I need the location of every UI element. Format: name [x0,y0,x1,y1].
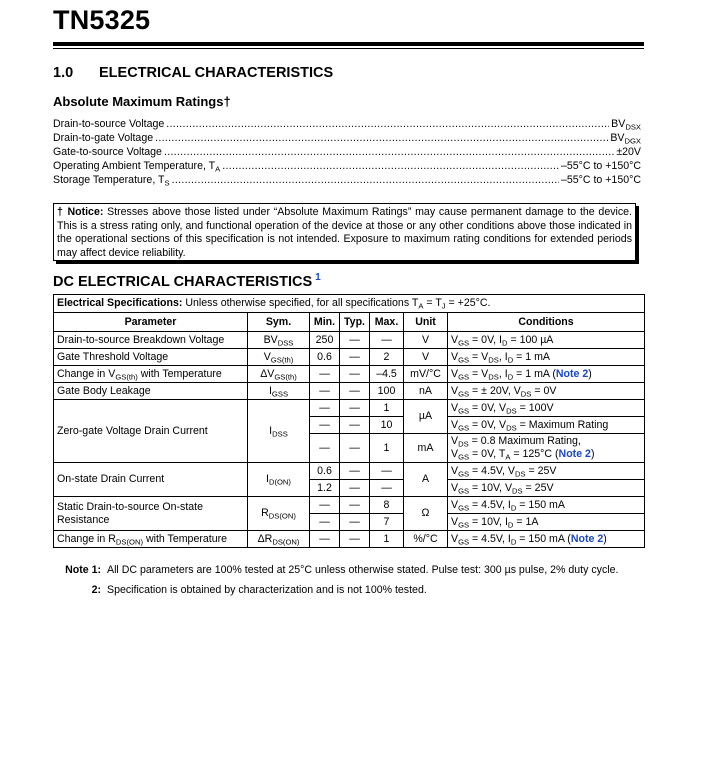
leader-dots [166,117,609,131]
abs-max-label: Drain-to-gate Voltage [53,132,154,144]
leader-dots [222,159,559,173]
table-row: Zero-gate Voltage Drain Current $I_{DSS}$ — — 1 µA $V_{GS} = 0V$, $V_{DS} = 100V$ [54,400,645,417]
abs-max-label: Gate-to-source Voltage [53,146,162,158]
col-header: Typ. [340,313,370,332]
abs-max-row [53,173,641,187]
table-row: Change in $R_{DS(ON)}$ with Temperature $\Delta R_{DS(ON)}$ — — 1 %/°C $V_{GS} = 4.5V$, $I_D = 150$ mA (Note 2) [54,531,645,548]
section-number: 1.0 [53,65,74,81]
abs-max-row [53,145,641,159]
leader-dots [172,173,559,187]
spec-conditions-row: Electrical Specifications: Unless otherwise specified, for all specifications $T_A = T_J = +25^\circ C$. [54,295,645,313]
note-2-link[interactable]: Note 2 [570,532,604,545]
abs-max-row [53,159,641,173]
abs-max-value: –55°C to +150°C [560,160,641,172]
leader-dots [164,145,614,159]
col-header: Max. [370,313,404,332]
note-label: 2: [91,584,101,596]
abs-max-value: $BV_{DSX}$ [611,118,641,132]
col-header: Conditions [448,313,645,332]
table-notes [53,563,644,597]
abs-max-label: Drain-to-source Voltage [53,118,165,130]
abs-max-label: Storage Temperature, $T_S$ [53,174,170,188]
abs-max-label: Operating Ambient Temperature, $T_A$ [53,160,221,174]
table-row: — — 10 $V_{GS} = 0V$, $V_{DS}$ = Maximum Rating [54,417,645,434]
title-rule-thin [53,48,644,49]
dc-heading-footnote: 1 [315,272,321,284]
table-row: Gate Threshold Voltage $V_{GS(th)}$ 0.6 — 2 V $V_{GS} = V_{DS}$, $I_D = 1$ mA [54,349,645,366]
notice-text: Stresses above those listed under “Absolute Maximum Ratings” may cause permanent damage to the device. This is a stress rating only, and functional operation of the device at those or any other conditions above those indicated in the operational sections of this specification is not intended. Exposure to maximum rating conditions for extended periods may affect device reliability. [57,206,632,260]
abs-max-row [53,117,641,131]
col-header: Parameter [54,313,248,332]
note-item [53,563,644,577]
document-title: TN5325 [53,5,151,35]
table-row: — — 1 mA $V_{DS} = 0.8$ Maximum Rating, $V_{GS} = 0V$, $T_A = 125^\circ C$ (Note 2) [54,434,645,463]
abs-max-row [53,131,641,145]
title-rule-thick [53,42,644,46]
note-text: All DC parameters are 100% tested at 25°C unless otherwise stated. Pulse test: 300 µs pulse, 2% duty cycle. [107,564,619,576]
col-header: Sym. [248,313,310,332]
table-row: 1.2 — — $V_{GS} = 10V$, $V_{DS} = 25V$ [54,480,645,497]
table-row: Gate Body Leakage $I_{GSS}$ — — 100 nA $V_{GS}$ = ± 20V, $V_{DS} = 0V$ [54,383,645,400]
col-header: Min. [310,313,340,332]
stress-notice-box [53,203,636,261]
abs-max-value: –55°C to +150°C [560,174,641,186]
table-row: Change in $V_{GS(th)}$ with Temperature $\Delta V_{GS(th)}$ — — –4.5 mV/°C $V_{GS} = V_{DS}$, $I_D = 1$ mA (Note 2) [54,366,645,383]
abs-max-value: ±20V [616,146,641,158]
table-header-row [54,313,645,332]
table-row: Static Drain-to-source On-state Resistance $R_{DS(ON)}$ — — 8 Ω $V_{GS} = 4.5V$, $I_D = 150$ mA [54,497,645,514]
table-row: On-state Drain Current $I_{D(ON)}$ 0.6 — — A $V_{GS} = 4.5V$, $V_{DS} = 25V$ [54,463,645,480]
note-2-link[interactable]: Note 2 [558,448,591,460]
table-row: Drain-to-source Breakdown Voltage $BV_{DSS}$ 250 — — V $V_{GS} = 0V$, $I_D = 100$ µA [54,332,645,349]
dc-heading: DC ELECTRICAL CHARACTERISTICS $^1$ [53,272,321,290]
note-2-link[interactable]: Note 2 [555,367,589,380]
section-heading [53,65,333,81]
abs-max-list [53,117,641,187]
note-label: Note 1: [65,564,101,576]
note-item [53,583,644,597]
col-header: Unit [404,313,448,332]
dc-characteristics-table [53,294,645,548]
abs-max-value: $BV_{DGX}$ [610,132,641,146]
notice-lead: † Notice: [57,206,104,218]
note-text: Specification is obtained by characterization and is not 100% tested. [107,584,427,596]
leader-dots [155,131,608,145]
abs-max-heading: Absolute Maximum Ratings† [53,94,231,109]
section-title: ELECTRICAL CHARACTERISTICS [99,65,334,81]
table-row: — — 7 $V_{GS} = 10V$, $I_D = 1A$ [54,514,645,531]
